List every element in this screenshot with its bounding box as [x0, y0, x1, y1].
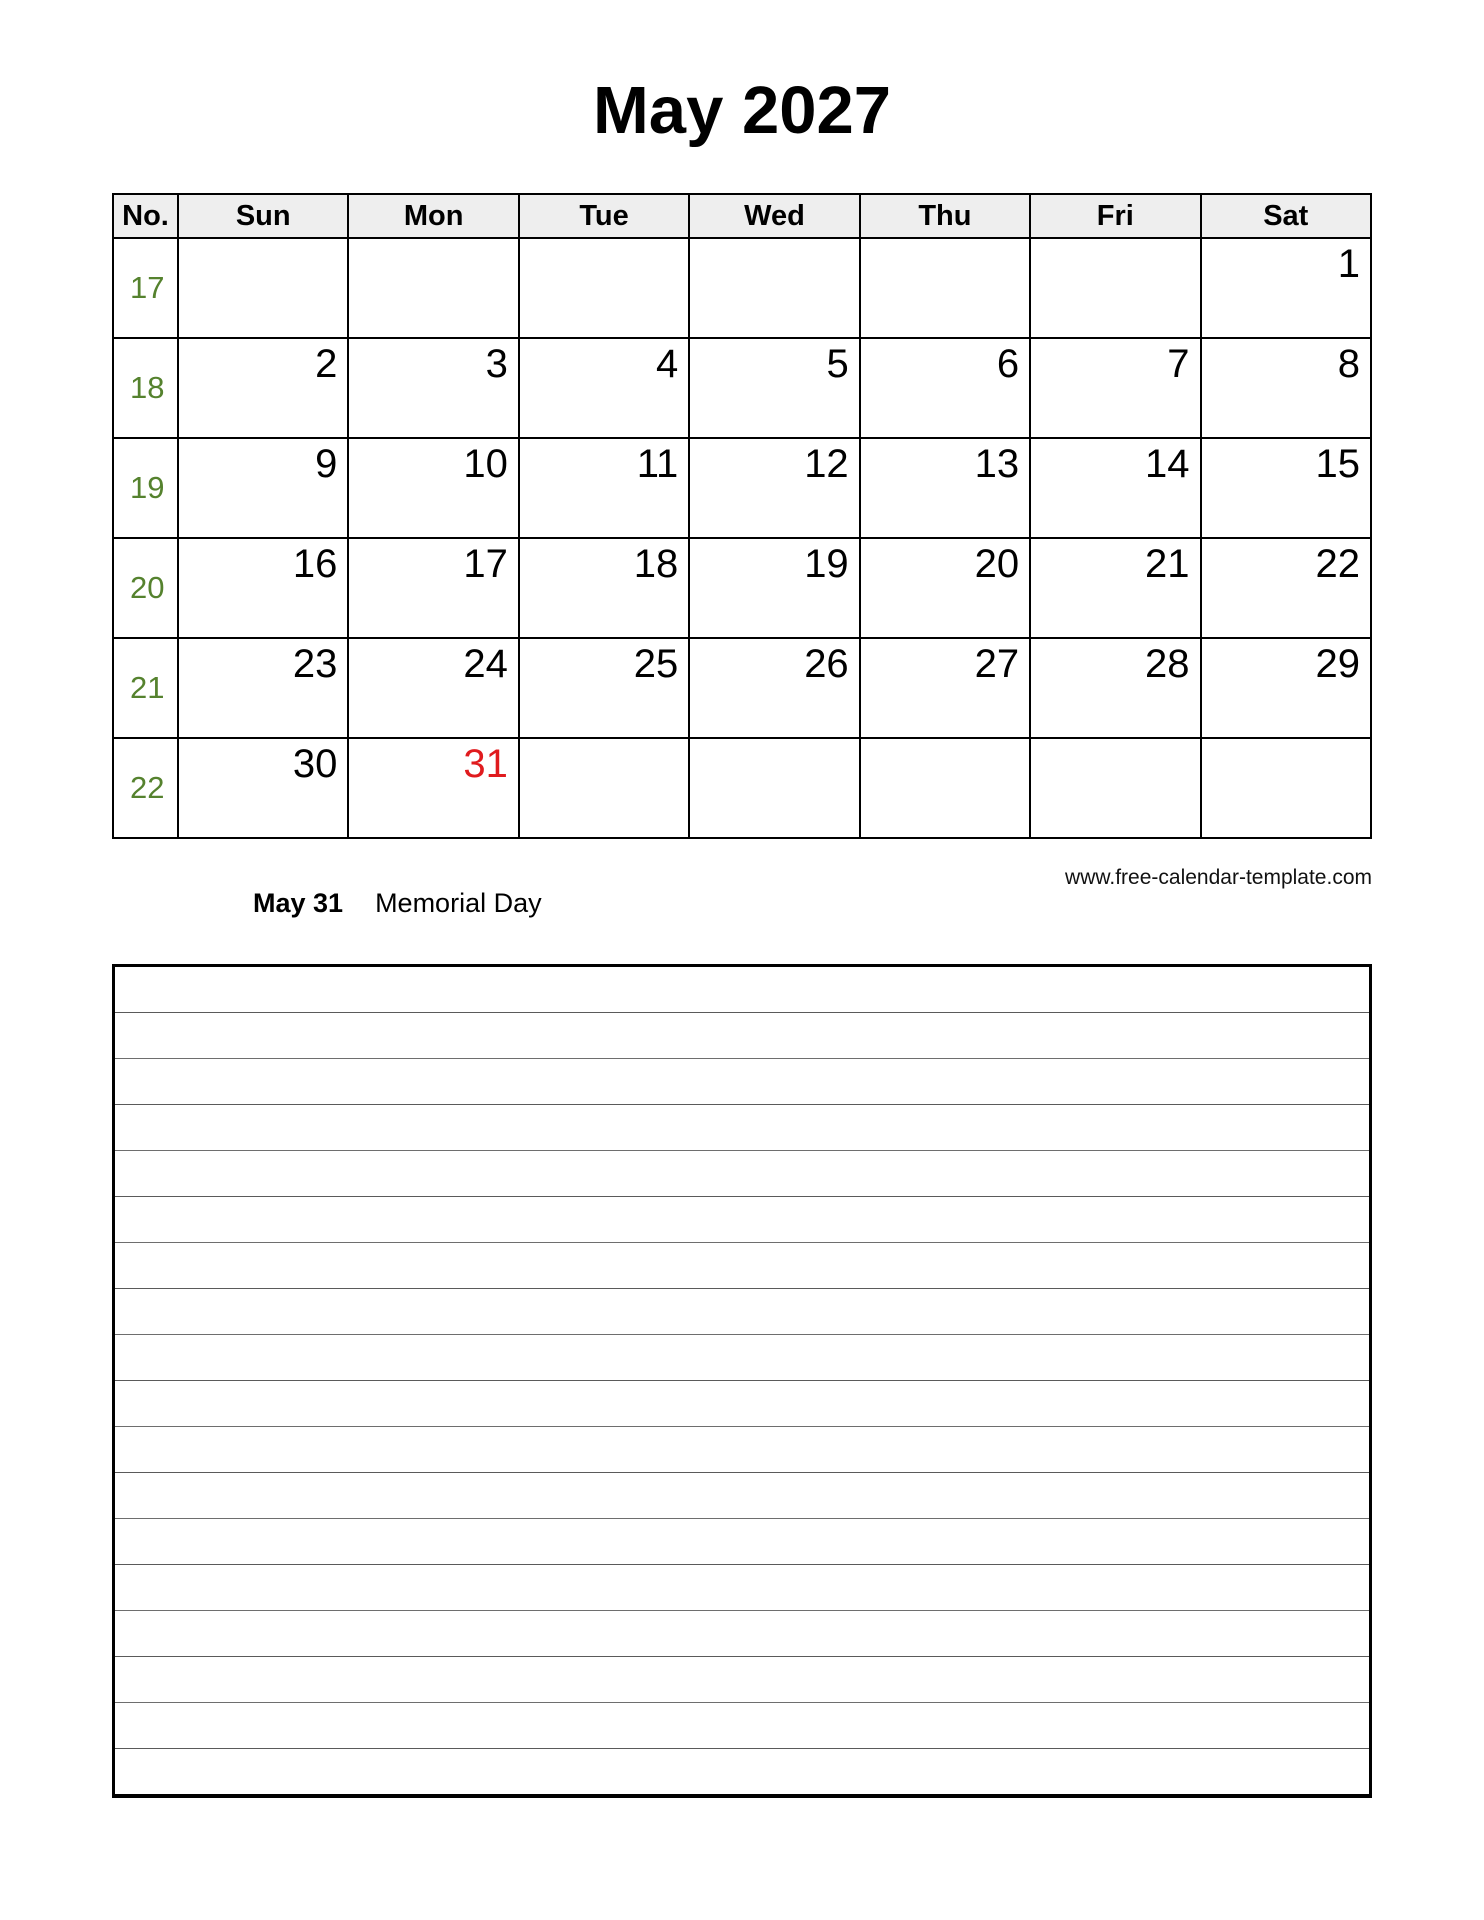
week-row [113, 638, 1371, 738]
page-title: May 2027 [593, 73, 891, 148]
day-cell: 15 [1201, 438, 1371, 538]
day-cell-holiday: 31 [348, 738, 518, 838]
week-number: 17 [113, 238, 178, 338]
header-sun: Sun [178, 194, 348, 238]
day-cell: 26 [689, 638, 859, 738]
week-row [113, 238, 1371, 338]
day-cell: 19 [689, 538, 859, 638]
day-cell: 5 [689, 338, 859, 438]
day-cell [348, 238, 518, 338]
day-cell: 3 [348, 338, 518, 438]
note-line [115, 1703, 1369, 1749]
note-line [115, 1657, 1369, 1703]
note-line [115, 1197, 1369, 1243]
header-tue: Tue [519, 194, 689, 238]
note-line [115, 1611, 1369, 1657]
day-cell: 27 [860, 638, 1030, 738]
note-line [115, 1749, 1369, 1794]
day-cell [1030, 238, 1200, 338]
day-cell: 6 [860, 338, 1030, 438]
day-cell: 18 [519, 538, 689, 638]
day-cell [689, 238, 859, 338]
calendar-table [112, 193, 1372, 839]
week-number: 20 [113, 538, 178, 638]
week-row [113, 438, 1371, 538]
day-cell: 22 [1201, 538, 1371, 638]
day-cell: 13 [860, 438, 1030, 538]
note-line [115, 1151, 1369, 1197]
note-line [115, 1335, 1369, 1381]
day-cell: 21 [1030, 538, 1200, 638]
header-week-number: No. [113, 194, 178, 238]
header-thu: Thu [860, 194, 1030, 238]
day-cell [860, 238, 1030, 338]
note-line [115, 1519, 1369, 1565]
day-cell: 17 [348, 538, 518, 638]
week-row [113, 738, 1371, 838]
day-cell [1201, 738, 1371, 838]
header-wed: Wed [689, 194, 859, 238]
day-cell: 23 [178, 638, 348, 738]
note-line [115, 1565, 1369, 1611]
day-cell: 30 [178, 738, 348, 838]
week-number: 18 [113, 338, 178, 438]
note-line [115, 1427, 1369, 1473]
day-cell [519, 738, 689, 838]
website-credit: www.free-calendar-template.com [1065, 866, 1372, 889]
holiday-date: May 31 [253, 888, 344, 918]
note-line [115, 1381, 1369, 1427]
day-cell [178, 238, 348, 338]
note-line [115, 1473, 1369, 1519]
header-sat: Sat [1201, 194, 1371, 238]
note-line [115, 967, 1369, 1013]
header-fri: Fri [1030, 194, 1200, 238]
day-cell: 24 [348, 638, 518, 738]
week-number: 21 [113, 638, 178, 738]
note-line [115, 1013, 1369, 1059]
day-cell: 7 [1030, 338, 1200, 438]
day-cell: 2 [178, 338, 348, 438]
note-line [115, 1105, 1369, 1151]
day-cell: 16 [178, 538, 348, 638]
day-cell: 12 [689, 438, 859, 538]
day-cell: 25 [519, 638, 689, 738]
day-cell: 29 [1201, 638, 1371, 738]
week-number: 19 [113, 438, 178, 538]
note-line [115, 1289, 1369, 1335]
note-line [115, 1059, 1369, 1105]
day-cell [1030, 738, 1200, 838]
day-cell: 20 [860, 538, 1030, 638]
day-cell: 14 [1030, 438, 1200, 538]
note-line [115, 1243, 1369, 1289]
weekday-header-row [113, 194, 1371, 238]
header-mon: Mon [348, 194, 518, 238]
notes-ruled-area [112, 964, 1372, 1798]
day-cell [689, 738, 859, 838]
day-cell [860, 738, 1030, 838]
day-cell: 11 [519, 438, 689, 538]
holiday-name: Memorial Day [375, 888, 542, 918]
week-row [113, 338, 1371, 438]
week-row [113, 538, 1371, 638]
day-cell: 10 [348, 438, 518, 538]
holiday-legend [253, 888, 542, 919]
day-cell: 28 [1030, 638, 1200, 738]
day-cell: 8 [1201, 338, 1371, 438]
week-number: 22 [113, 738, 178, 838]
day-cell [519, 238, 689, 338]
day-cell: 9 [178, 438, 348, 538]
day-cell: 1 [1201, 238, 1371, 338]
day-cell: 4 [519, 338, 689, 438]
